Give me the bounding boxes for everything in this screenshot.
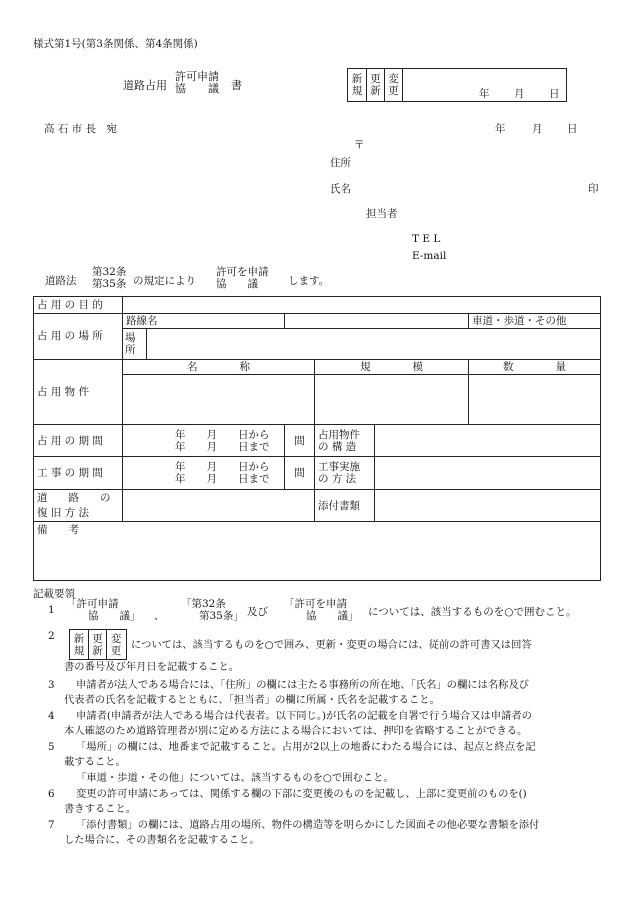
method-field[interactable] [375,457,601,489]
note-1-a: 「許可申請 協 議」 [66,598,141,622]
note-1-sep: 、 [154,610,165,622]
seal-mark: 印 [588,183,599,195]
date-month: 月 [532,123,543,135]
purpose-label: 占 用 の 目 的 [34,297,123,314]
note-1-number: 1 [48,604,55,616]
col-name-header: 名 称 [123,359,315,374]
note-1-text: については、該当するものを○で囲むこと。 [368,606,577,618]
note-2-type-box: 新 規 更 新 変 更 [69,629,127,660]
note-6-line-1: 変更の許可申請にあっては、関係する欄の下部に変更後のものを記載し、上部に変更前のものを() [76,788,527,800]
type-renew[interactable]: 更 新 [367,69,385,101]
article-32: 第32条 [92,266,127,278]
note-1-b: 「第32条 第35条」 [181,598,244,622]
note-1-and: 及び [247,606,268,618]
type-change[interactable]: 変 更 [385,69,403,101]
note-5-number: 5 [48,741,55,753]
remarks-label: 備 考 [37,524,79,537]
form-number: 様式第1号(第3条関係、第4条関係) [33,38,198,50]
attach-field[interactable] [375,489,601,521]
note-3-line-1: 申請者が法人である場合には、「住所」の欄には主たる事務所の所在地、「氏名」の欄には名称及び [76,679,530,691]
object-scale-field[interactable] [315,374,469,424]
title-prefix: 道路占用 [123,79,167,92]
statement-option-consult: 協 議 [216,278,258,290]
addressee: 高 石 市 長 宛 [44,123,118,135]
note-2-number: 2 [48,630,55,642]
note-7-line-2: した場合に、その書類名を記載すること。 [64,834,260,846]
note-6-number: 6 [48,788,55,800]
note-5-line-1: 「場所」の欄には、地番まで記載すること。占用が2以上の地番にわたる場合には、起点と終点を記 [76,741,536,753]
road-type-options[interactable]: 車道・歩道・その他 [469,313,601,329]
tel-label: T E L [412,233,441,245]
col-qty-header: 数 量 [469,359,601,374]
structure-field[interactable] [375,424,601,456]
work-period-label: 工 事 の 期 間 [34,457,123,489]
statement-middle: の規定により [133,275,196,287]
restore-label: 道 路 の 復 旧 方 法 [34,489,123,521]
title-option-consult: 協 議 [175,82,219,95]
attach-label: 添付書類 [315,489,375,521]
location-label: 場 所 [123,329,147,359]
note-3-number: 3 [48,679,55,691]
objects-label: 占 用 物 件 [34,359,123,424]
object-qty-field[interactable] [469,374,601,424]
location-field[interactable] [147,329,601,359]
date-day: 日 [567,123,578,135]
note-4-line-2: 本人確認のため道路管理者が別に定める方法による場合においては、押印を省略することができる。 [64,725,528,737]
note-6-line-2: 書きすること。 [64,803,137,815]
title-option-permit: 許可申請 [175,70,219,83]
statement-law: 道路法 [45,275,77,287]
note-5-line-2: 載すること。 [64,756,126,768]
note-7-line-1: 「添付書類」の欄には、道路占用の場所、物件の構造等を明らかにした図面その他必要な書類を添付 [76,819,540,831]
note-2-cont: 書の番号及び年月日を記載すること。 [64,661,240,673]
work-period-between: 間 [285,457,315,489]
period-label: 占 用 の 期 間 [34,424,123,456]
object-name-field[interactable] [123,374,315,424]
type-new[interactable]: 新 規 [348,69,367,101]
header-month: 月 [514,88,525,100]
statement-option-permit: 許可を申請 [216,266,269,278]
statement-options [216,266,269,290]
note-2-text: については、該当するものを○で囲み、更新・変更の場合には、従前の許可書又は回答 [131,639,532,651]
note-4-number: 4 [48,710,55,722]
occupancy-table [33,296,601,581]
restore-field[interactable] [123,489,315,521]
note-3-line-2: 代表者の氏名を記載するとともに、「担当者」の欄に所属・氏名を記載すること。 [64,694,440,706]
period-between: 間 [285,424,315,456]
route-field[interactable] [285,313,469,329]
structure-label: 占用物件 の 構 造 [315,424,375,456]
statement-articles [92,266,126,290]
contact-label: 担当者 [366,208,398,220]
method-label: 工事実施 の 方 法 [315,457,375,489]
statement-end: します。 [288,275,330,287]
application-type-box [347,68,567,102]
note-4-line-1: 申請者(申請者が法人である場合は代表者。以下同じ。)が氏名の記載を自署で行う場合又は申請者の [76,710,532,722]
postal-mark: 〒 [354,139,365,151]
notes-heading: 記載要領 [33,588,75,600]
name-label: 氏名 [330,183,351,195]
note-7-number: 7 [48,819,55,831]
note-5-line-3: 「車道・歩道・その他」については、該当するものを○で囲むこと。 [76,772,394,784]
title-suffix: 書 [231,79,242,92]
remarks-field[interactable] [34,522,601,581]
col-scale-header: 規 模 [315,359,469,374]
date-year: 年 [495,123,506,135]
title-options [175,71,219,95]
route-label: 路線名 [123,313,285,329]
period-dates[interactable]: 年 月 日から 年 月 日まで [123,424,285,456]
article-35: 第35条 [92,278,127,290]
note-1-c: 「許可を申請 協 議」 [284,598,359,622]
header-year: 年 [479,88,490,100]
address-label: 住所 [330,157,351,169]
email-label: E-mail [412,250,447,262]
place-label: 占 用 の 場 所 [34,313,123,359]
purpose-field[interactable] [123,297,601,314]
header-day: 日 [549,88,560,100]
work-period-dates[interactable]: 年 月 日から 年 月 日まで [123,457,285,489]
